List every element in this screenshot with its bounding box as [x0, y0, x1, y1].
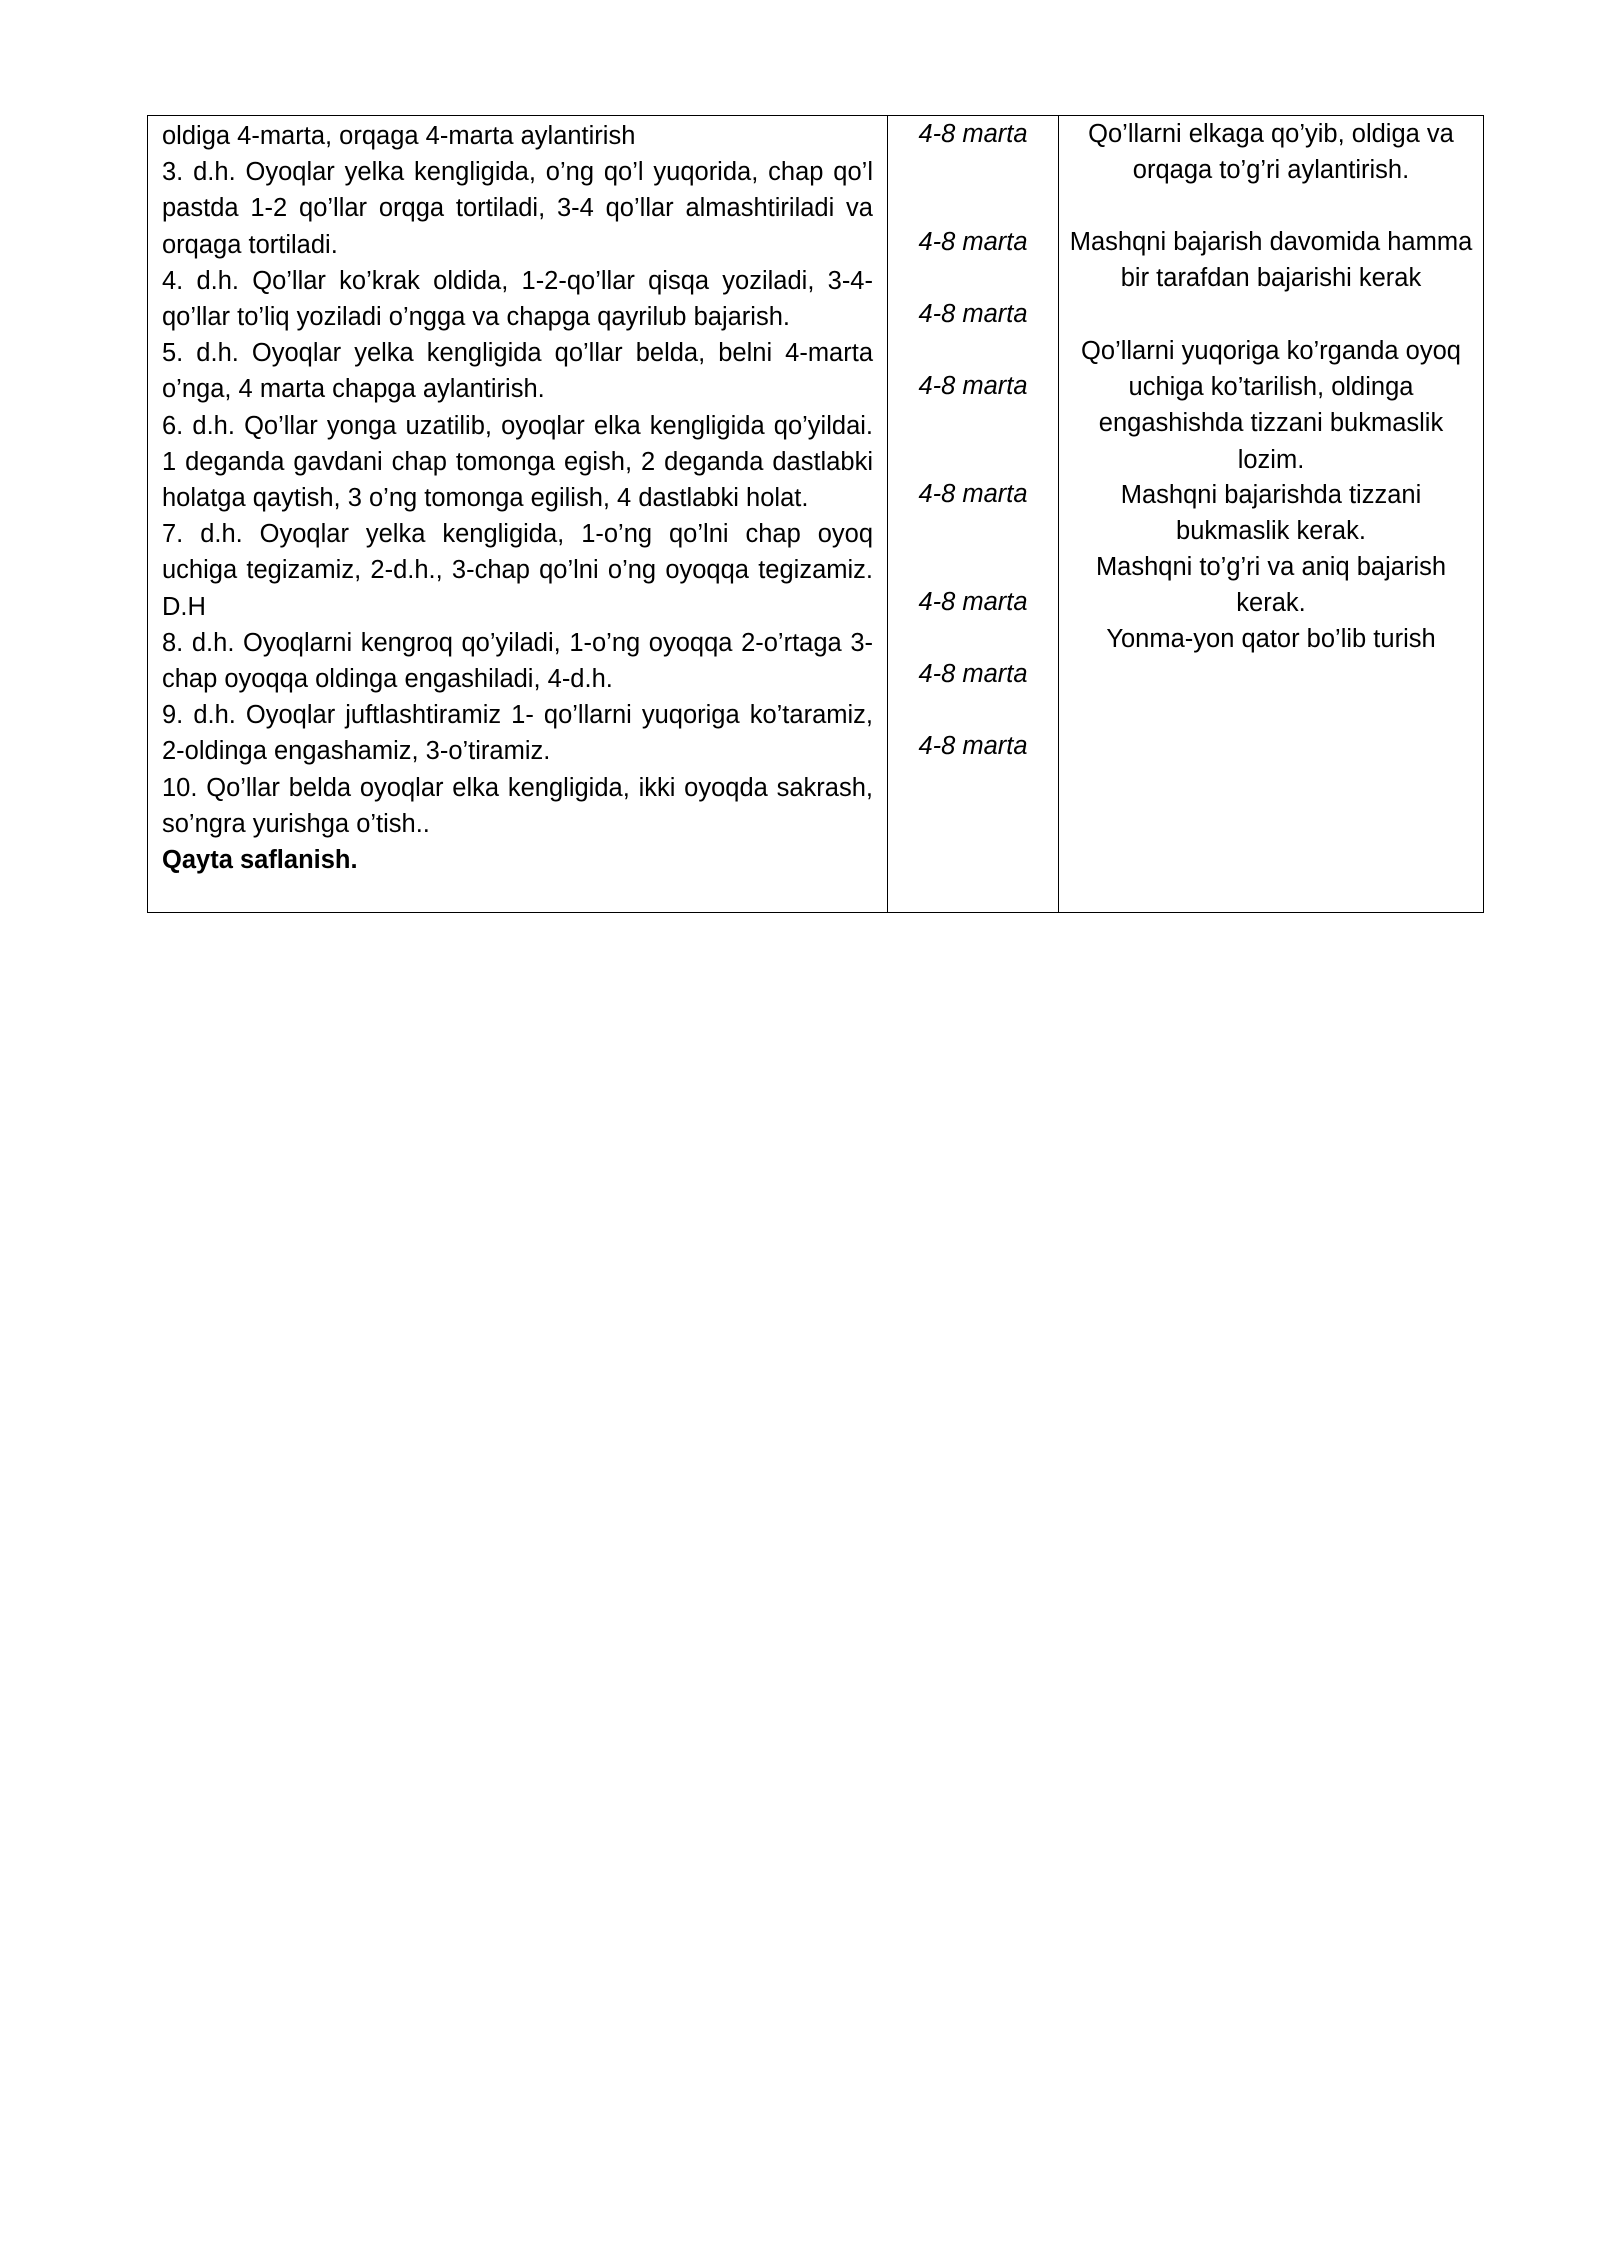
dosage-value: 4-8 marta — [918, 732, 1028, 760]
exercise-description-cell — [148, 116, 888, 913]
dosage-value: 4-8 marta — [918, 372, 1028, 400]
exercise-item: 10. Qo’llar belda oyoqlar elka kengligida, ikki oyoqda sakrash, so’ngra yurishga o’tish.. — [162, 773, 873, 838]
dosage-value: 4-8 marta — [918, 480, 1028, 508]
method-note: Qo’llarni yuqoriga ko’rganda oyoq uchiga ko’tarilish, oldinga engashishda tizzani bukmaslik lozim. — [1081, 337, 1461, 474]
dosage-list — [888, 116, 1058, 912]
methodical-notes-cell — [1059, 116, 1484, 913]
dosage-value: 4-8 marta — [918, 120, 1028, 148]
exercise-item: oldiga 4-marta, orqaga 4-marta aylantirish — [162, 122, 636, 150]
dosage-value: 4-8 marta — [918, 660, 1028, 688]
dosage-value: 4-8 marta — [918, 300, 1028, 328]
exercise-item: 9. d.h. Oyoqlar juftlashtiramiz 1- qo’llarni yuqoriga ko’taramiz, 2-oldinga engashamiz, 3-o’tiramiz. — [162, 701, 873, 766]
dosage-value: 4-8 marta — [918, 588, 1028, 616]
method-note: Mashqni bajarish davomida hamma bir tarafdan bajarishi kerak — [1069, 228, 1473, 293]
method-note: Mashqni to’g’ri va aniq bajarish kerak. — [1095, 553, 1447, 618]
method-note: Qo’llarni elkaga qo’yib, oldiga va orqaga to’g’ri aylantirish. — [1088, 120, 1454, 185]
exercise-item: 4. d.h. Qo’llar ko’krak oldida, 1-2-qo’llar qisqa yoziladi, 3-4-qo’llar to’liq yoziladi o’ngga va chapga qayrilub bajarish. — [162, 266, 873, 332]
method-note: Yonma-yon qator bo’lib turish — [1106, 625, 1436, 653]
exercise-item: 7. d.h. Oyoqlar yelka kengligida, 1-o’ng qo’lni chap oyoq uchiga tegizamiz, 2-d.h., 3-chap qo’lni o’ng oyoqqa tegizamiz. D.H — [162, 520, 873, 621]
exercise-item: 8. d.h. Oyoqlarni kengroq qo’yiladi, 1-o’ng oyoqqa 2-o’rtaga 3- chap oyoqqa oldinga engashiladi, 4-d.h. — [162, 628, 873, 694]
exercise-item: 5. d.h. Oyoqlar yelka kengligida qo’llar belda, belni 4-marta o’nga, 4 marta chapga aylantirish. — [162, 339, 873, 404]
exercise-table — [147, 115, 1484, 913]
notes-list — [1059, 116, 1483, 912]
exercise-item: 3. d.h. Oyoqlar yelka kengligida, o’ng qo’l yuqorida, chap qo’l pastda 1-2 qo’llar orqga tortiladi, 3-4 qo’llar almashtiriladi va orqaga tortiladi. — [162, 158, 873, 259]
exercise-item: 6. d.h. Qo’llar yonga uzatilib, oyoqlar elka kengligida qo’yildai. 1 deganda gavdani chap tomonga egish, 2 deganda dastlabki holatga qaytish, 3 o’ng tomonga egilish, 4 dastlabki holat. — [162, 411, 873, 513]
method-note: Mashqni bajarishda tizzani bukmaslik kerak. — [1120, 481, 1422, 546]
closing-instruction: Qayta saflanish. — [162, 846, 358, 875]
exercise-list — [148, 116, 887, 878]
dosage-cell — [888, 116, 1059, 913]
dosage-value: 4-8 marta — [918, 228, 1028, 256]
table-row — [148, 116, 1484, 913]
